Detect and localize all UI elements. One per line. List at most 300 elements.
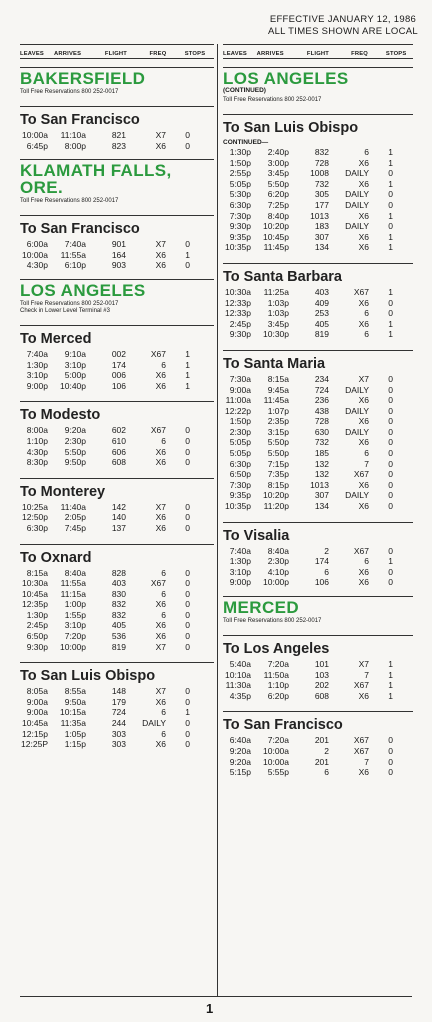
destination-name: To Merced [20, 330, 92, 347]
flight-number: 409 [314, 297, 329, 308]
flight-number: 148 [111, 686, 126, 697]
arrives-time: 7:35p [267, 469, 289, 480]
arrives-time: 10:30p [263, 329, 289, 340]
destination-name: To San Francisco [20, 221, 140, 238]
stops: 0 [185, 641, 190, 652]
destination-name: To Santa Barbara [223, 268, 342, 285]
frequency: X6 [155, 599, 166, 610]
schedule-row [223, 189, 413, 200]
column-header-leaves: LEAVES [20, 51, 44, 57]
flight-number: 103 [314, 669, 329, 680]
destination-section [223, 711, 413, 777]
stops: 1 [388, 690, 393, 701]
leaves-time: 10:45a [22, 718, 48, 729]
arrives-time: 2:30p [267, 556, 289, 567]
schedule-row [20, 130, 214, 141]
schedule-row [20, 568, 214, 579]
frequency: X7 [155, 641, 166, 652]
schedule-row [20, 686, 214, 697]
frequency: X7 [358, 373, 369, 384]
flight-number: 177 [314, 199, 329, 210]
flight-number: 2 [324, 745, 329, 756]
stops: 1 [388, 680, 393, 691]
frequency: 6 [161, 588, 166, 599]
frequency: X6 [358, 242, 369, 253]
leaves-time: 9:30p [26, 641, 48, 652]
stops: 0 [185, 578, 190, 589]
city-section [223, 67, 413, 104]
schedule-row [223, 374, 413, 385]
arrives-time: 7:20a [267, 659, 289, 669]
leaves-time: 8:30p [26, 457, 48, 468]
destination-name: To Monterey [20, 483, 106, 500]
stops: 0 [185, 239, 190, 250]
stops: 1 [388, 231, 393, 242]
arrives-time: 1:03p [267, 308, 289, 319]
stops: 0 [388, 308, 393, 319]
frequency: X6 [155, 260, 166, 271]
stops: 0 [185, 446, 190, 457]
stops: 0 [185, 599, 190, 610]
stops: 0 [185, 260, 190, 271]
leaves-time: 9:30p [229, 221, 251, 232]
city-section [223, 596, 413, 625]
destination-name: To San Francisco [223, 717, 343, 734]
arrives-time: 8:15a [267, 373, 289, 384]
leaves-time: 10:45a [22, 588, 48, 599]
arrives-time: 1:10p [267, 680, 289, 691]
arrives-time: 5:55p [267, 767, 289, 778]
flight-number: 6 [324, 566, 329, 577]
arrives-time: 10:45p [263, 231, 289, 242]
leaves-time: 5:40a [229, 659, 251, 669]
flight-number: 1013 [310, 210, 329, 221]
leaves-time: 12:35p [22, 599, 48, 610]
flight-number: 132 [314, 469, 329, 480]
schedule-row [20, 370, 214, 381]
stops: 0 [388, 566, 393, 577]
flight-number: 830 [111, 588, 126, 599]
frequency: 7 [364, 756, 369, 767]
flight-number: 832 [111, 599, 126, 610]
flight-number: 6 [324, 767, 329, 778]
frequency: 6 [161, 609, 166, 620]
leaves-time: 6:45p [26, 140, 48, 151]
destination-name: To Santa Maria [223, 355, 326, 372]
toll-free-reservations: Toll Free Reservations 800 252-0017 [20, 198, 119, 205]
schedule-row [223, 437, 413, 448]
arrives-time: 11:50a [263, 669, 289, 680]
frequency: 6 [364, 448, 369, 459]
arrives-time: 7:15p [267, 458, 289, 469]
leaves-time: 11:30a [225, 680, 251, 691]
flight-number: 202 [314, 680, 329, 691]
arrives-time: 2:05p [64, 512, 86, 523]
schedule-row [223, 298, 413, 309]
stops: 0 [185, 522, 190, 533]
leaves-time: 10:30a [22, 578, 48, 589]
schedule-row [20, 512, 214, 523]
schedule-row [20, 447, 214, 458]
leaves-time: 12:33p [225, 308, 251, 319]
arrives-time: 10:20p [263, 221, 289, 232]
leaves-time: 12:15p [22, 728, 48, 739]
leaves-time: 1:30p [26, 609, 48, 620]
destination-section [223, 263, 413, 340]
arrives-time: 8:40a [64, 567, 86, 578]
stops: 0 [388, 756, 393, 767]
schedule-row [223, 308, 413, 319]
frequency: DAILY [345, 221, 369, 232]
leaves-time: 4:30p [26, 446, 48, 457]
effective-date: EFFECTIVE JANUARY 12, 1986 [269, 14, 417, 25]
flight-number: 106 [314, 577, 329, 588]
stops: 0 [388, 458, 393, 469]
flight-number: 405 [314, 318, 329, 329]
leaves-time: 1:50p [229, 157, 251, 168]
schedule-row [20, 457, 214, 468]
stops: 0 [388, 545, 393, 556]
flight-number: 006 [111, 370, 126, 381]
frequency: X7 [358, 659, 369, 669]
frequency: X6 [155, 380, 166, 391]
schedule-row [223, 691, 413, 702]
frequency: 6 [364, 329, 369, 340]
arrives-time: 7:20a [267, 735, 289, 746]
destination-section [20, 401, 214, 467]
flight-number: 832 [314, 147, 329, 157]
arrives-time: 11:45p [263, 242, 289, 253]
stops: 1 [388, 286, 393, 297]
flight-number: 179 [111, 696, 126, 707]
stops: 1 [388, 157, 393, 168]
flight-number: 234 [314, 373, 329, 384]
stops: 0 [185, 457, 190, 468]
column-divider [217, 44, 218, 996]
frequency: X6 [155, 522, 166, 533]
schedule-row [223, 385, 413, 396]
arrives-time: 5:00p [64, 370, 86, 381]
schedule-row [223, 680, 413, 691]
frequency: X6 [358, 416, 369, 427]
schedule-row [223, 735, 413, 746]
destination-section [223, 635, 413, 701]
stops: 0 [185, 631, 190, 642]
destination-name: To San Luis Obispo [20, 668, 156, 685]
frequency: 7 [364, 458, 369, 469]
stops: 0 [388, 221, 393, 232]
city-section [20, 159, 214, 205]
schedule-row [223, 200, 413, 211]
stops: 0 [388, 405, 393, 416]
flight-number: 142 [111, 501, 126, 512]
schedule-row [223, 567, 413, 578]
flight-number: 303 [111, 739, 126, 750]
leaves-time: 9:00a [26, 707, 48, 718]
stops: 0 [185, 696, 190, 707]
destination-name: To San Francisco [20, 112, 140, 128]
schedule-row [223, 242, 413, 253]
frequency: X6 [358, 566, 369, 577]
leaves-time: 6:00a [26, 239, 48, 250]
arrives-time: 3:10p [64, 620, 86, 631]
leaves-time: 1:50p [229, 416, 251, 427]
flight-number: 1008 [310, 168, 329, 179]
arrives-time: 11:15a [60, 588, 86, 599]
arrives-time: 5:50p [267, 448, 289, 459]
toll-free-reservations: Toll Free Reservations 800 252-0017 [20, 300, 119, 307]
arrives-time: 2:30p [64, 435, 86, 446]
stops: 0 [388, 745, 393, 756]
frequency: X7 [155, 501, 166, 512]
flight-number: 174 [314, 556, 329, 567]
arrives-time: 1:55p [64, 609, 86, 620]
leaves-time: 1:30p [229, 556, 251, 567]
schedule-row [223, 469, 413, 480]
arrives-time: 10:00a [263, 745, 289, 756]
column-header-row [223, 44, 413, 59]
stops: 0 [185, 718, 190, 729]
schedule-row [20, 360, 214, 371]
arrives-time: 11:40a [60, 501, 86, 512]
schedule-row [20, 610, 214, 621]
schedule-row [223, 168, 413, 179]
schedule-row [223, 287, 413, 298]
schedule-row [20, 239, 214, 250]
stops: 0 [388, 469, 393, 480]
schedule-row [223, 416, 413, 427]
frequency: X67 [353, 545, 369, 556]
leaves-time: 3:10p [229, 566, 251, 577]
leaves-time: 10:10a [225, 669, 251, 680]
arrives-time: 11:20p [263, 501, 289, 512]
leaves-time: 2:30p [229, 426, 251, 437]
leaves-time: 8:00a [26, 425, 48, 436]
stops: 0 [388, 426, 393, 437]
stops: 0 [388, 297, 393, 308]
stops: 0 [388, 437, 393, 448]
flight-number: 1013 [310, 479, 329, 490]
frequency: X67 [150, 578, 166, 589]
frequency: DAILY [345, 405, 369, 416]
arrives-time: 1:05p [64, 728, 86, 739]
leaves-time: 2:45p [26, 620, 48, 631]
stops: 1 [388, 147, 393, 157]
stops: 0 [185, 140, 190, 151]
arrives-time: 10:00p [60, 641, 86, 652]
frequency: X67 [150, 425, 166, 436]
flight-number: 253 [314, 308, 329, 319]
flight-number: 819 [314, 329, 329, 340]
stops: 0 [185, 501, 190, 512]
leaves-time: 5:15p [229, 767, 251, 778]
page-number: 1 [206, 1001, 214, 1016]
destination-name: To Visalia [223, 527, 290, 544]
flight-number: 403 [314, 286, 329, 297]
arrives-time: 1:00p [64, 599, 86, 610]
frequency: 6 [161, 359, 166, 370]
flight-number: 438 [314, 405, 329, 416]
flight-number: 724 [111, 707, 126, 718]
schedule-row [20, 523, 214, 534]
stops: 0 [185, 609, 190, 620]
destination-section [20, 106, 214, 151]
toll-free-reservations: Toll Free Reservations 800 252-0017 [223, 97, 322, 103]
frequency: 6 [161, 728, 166, 739]
frequency: DAILY [142, 718, 166, 729]
arrives-time: 9:20a [64, 425, 86, 436]
schedule-row [20, 349, 214, 360]
schedule-row [20, 739, 214, 750]
flight-number: 2 [324, 545, 329, 556]
leaves-time: 10:30a [225, 286, 251, 297]
stops: 0 [388, 373, 393, 384]
stops: 0 [388, 577, 393, 588]
destination-section [20, 325, 214, 391]
column-header-flight: FLIGHT [306, 51, 330, 57]
frequency: X6 [155, 249, 166, 260]
destination-section [20, 478, 214, 534]
leaves-time: 6:40a [229, 735, 251, 746]
stops: 0 [388, 168, 393, 179]
schedule-row [223, 767, 413, 778]
arrives-time: 5:50p [64, 446, 86, 457]
arrives-time: 5:50p [267, 437, 289, 448]
schedule-row [223, 577, 413, 588]
destination-name: To San Luis Obispo [223, 120, 359, 136]
stops: 0 [185, 425, 190, 436]
schedule-row [223, 427, 413, 438]
continued-label: CONTINUED— [223, 139, 269, 146]
frequency: 6 [161, 435, 166, 446]
leaves-time: 9:20a [229, 756, 251, 767]
schedule-row [223, 319, 413, 330]
leaves-time: 3:10p [26, 370, 48, 381]
flight-number: 819 [111, 641, 126, 652]
schedule-row [20, 260, 214, 271]
arrives-time: 7:20p [64, 631, 86, 642]
stops: 0 [388, 735, 393, 746]
arrives-time: 9:50p [64, 457, 86, 468]
schedule-row [20, 729, 214, 740]
stops: 1 [185, 707, 190, 718]
frequency: X6 [358, 501, 369, 512]
destination-name: To Modesto [20, 407, 101, 424]
leaves-time: 7:30p [229, 210, 251, 221]
leaves-time: 9:00a [26, 696, 48, 707]
leaves-time: 12:25P [21, 739, 48, 750]
leaves-time: 5:05p [229, 178, 251, 189]
destination-section [20, 544, 214, 653]
leaves-time: 9:20a [229, 745, 251, 756]
frequency: 6 [364, 556, 369, 567]
leaves-time: 6:50p [26, 631, 48, 642]
schedule-row [223, 158, 413, 169]
schedule-row [223, 459, 413, 470]
flight-number: 106 [111, 380, 126, 391]
leaves-time: 6:30p [229, 199, 251, 210]
schedule-row [223, 329, 413, 340]
schedule-row [223, 221, 413, 232]
flight-number: 305 [314, 189, 329, 200]
frequency: DAILY [345, 168, 369, 179]
stops: 1 [185, 249, 190, 260]
column-header-freq: FREQ [351, 51, 368, 57]
toll-free-reservations: Toll Free Reservations 800 252-0017 [223, 618, 322, 624]
schedule-row [223, 211, 413, 222]
arrives-time: 1:07p [267, 405, 289, 416]
frequency: X6 [358, 157, 369, 168]
frequency: X6 [358, 577, 369, 588]
flight-number: 307 [314, 490, 329, 501]
city-section [20, 67, 214, 96]
frequency: X6 [358, 479, 369, 490]
frequency: 7 [364, 669, 369, 680]
destination-section [20, 215, 214, 271]
frequency: X67 [353, 735, 369, 746]
frequency: X6 [358, 437, 369, 448]
schedule-row [20, 502, 214, 513]
stops: 0 [388, 767, 393, 778]
flight-number: 606 [111, 446, 126, 457]
flight-number: 403 [111, 578, 126, 589]
frequency: X67 [353, 286, 369, 297]
arrives-time: 2:35p [267, 416, 289, 427]
stops: 0 [388, 479, 393, 490]
stops: 0 [185, 739, 190, 750]
leaves-time: 10:35p [225, 501, 251, 512]
flight-number: 732 [314, 178, 329, 189]
city-name: LOS ANGELES [20, 280, 146, 300]
leaves-time: 9:00p [229, 577, 251, 588]
right-column [223, 44, 413, 778]
arrives-time: 8:15p [267, 479, 289, 490]
schedule-row [20, 250, 214, 261]
destination-name: To Oxnard [20, 549, 92, 566]
leaves-time: 8:15a [26, 567, 48, 578]
arrives-time: 1:15p [64, 739, 86, 750]
arrives-time: 10:20p [263, 490, 289, 501]
leaves-time: 1:30p [26, 359, 48, 370]
flight-number: 536 [111, 631, 126, 642]
arrives-time: 11:25a [263, 286, 289, 297]
leaves-time: 1:10p [26, 435, 48, 446]
effective-notice [268, 14, 418, 37]
frequency: DAILY [345, 199, 369, 210]
arrives-time: 7:45p [64, 522, 86, 533]
arrives-time: 3:10p [64, 359, 86, 370]
city-continued-label: (CONTINUED) [223, 87, 266, 94]
column-header-row [20, 44, 214, 59]
frequency: X6 [155, 696, 166, 707]
arrives-time: 10:00a [263, 756, 289, 767]
frequency: X67 [353, 469, 369, 480]
leaves-time: 6:50p [229, 469, 251, 480]
arrives-time: 9:10a [64, 348, 86, 359]
flight-number: 303 [111, 728, 126, 739]
leaves-time: 7:40a [26, 348, 48, 359]
city-name: BAKERSFIELD [20, 69, 146, 88]
local-times-note: ALL TIMES SHOWN ARE LOCAL [267, 25, 418, 37]
schedule-row [223, 501, 413, 512]
left-column [20, 44, 214, 750]
frequency: X6 [358, 297, 369, 308]
schedule-row [223, 406, 413, 417]
column-header-flight: FLIGHT [104, 51, 128, 57]
toll-free-reservations: Toll Free Reservations 800 252-0017 [20, 89, 119, 95]
frequency: X6 [155, 370, 166, 381]
flight-number: 903 [111, 260, 126, 271]
